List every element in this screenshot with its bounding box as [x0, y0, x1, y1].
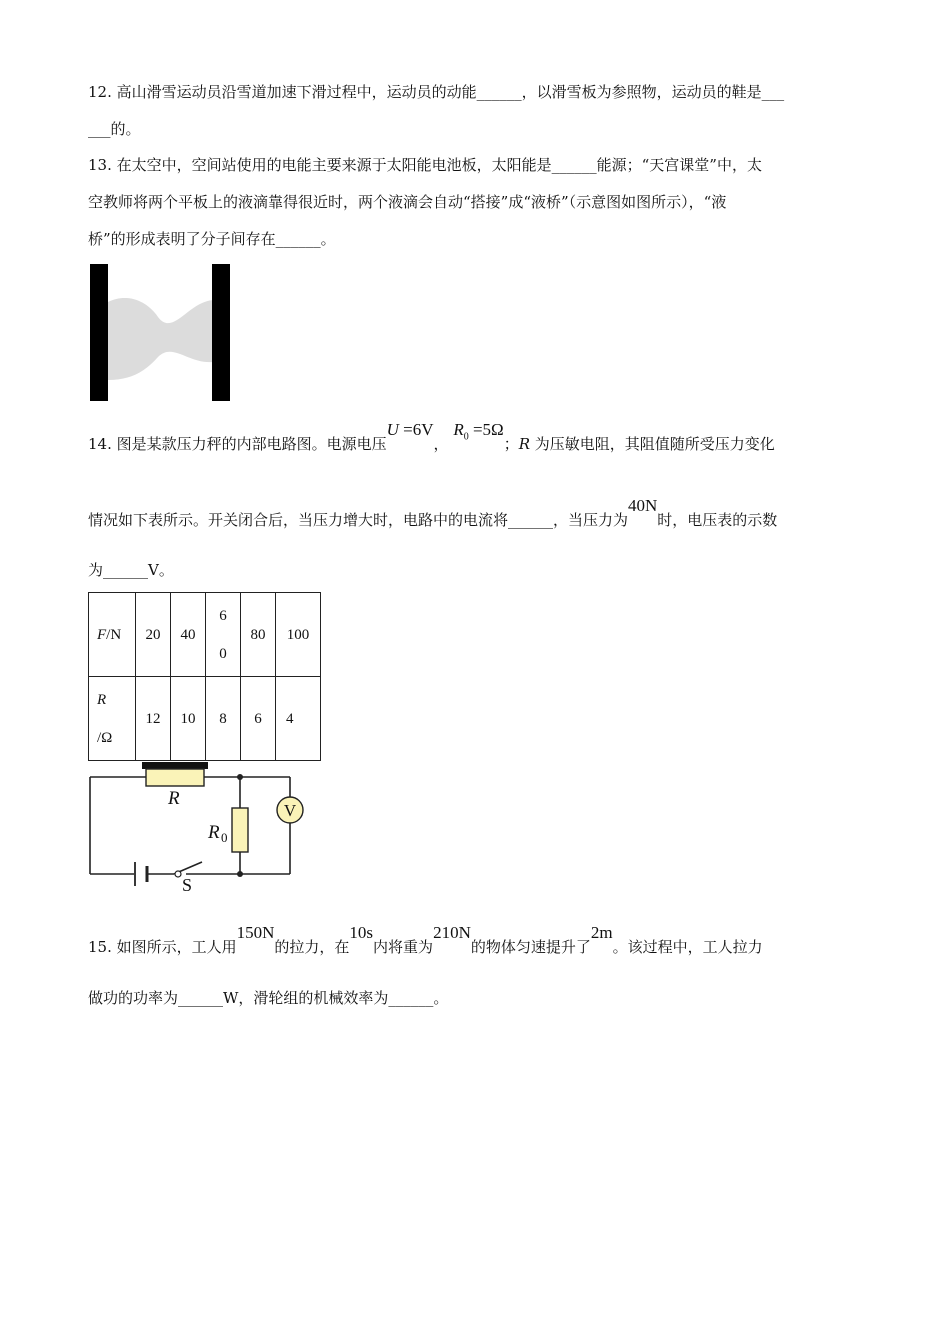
r0-symbol: R: [453, 420, 464, 439]
u-value: =6V: [398, 420, 434, 439]
q14-line2a: 情况如下表所示。开关闭合后，当压力增大时，电路中的电流将______，当压力为: [88, 511, 629, 529]
liquid-bridge-figure: [88, 262, 234, 402]
r0-formula: [453, 420, 504, 443]
q15-part-a: 15. 如图所示，工人用: [88, 938, 237, 956]
q13-line3: 桥”的形成表明了分子间存在______。: [88, 230, 336, 248]
table-row: [89, 593, 321, 677]
r0-label-sub: 0: [221, 830, 228, 845]
q15-part-c: 内将重为: [373, 938, 434, 956]
table-row: [89, 677, 321, 761]
q14-line2: [88, 496, 778, 530]
switch-label: S: [182, 875, 193, 894]
q14-intro: 14. 图是某款压力秤的内部电路图。电源电压: [88, 435, 387, 453]
q15-line1: [88, 923, 763, 957]
q15-part-d: 的物体匀速提升了: [470, 938, 591, 956]
comma: ，: [433, 435, 449, 453]
table-cell: 20: [136, 593, 171, 677]
q15-line2: 做功的功率为______W，滑轮组的机械效率为______。: [88, 989, 449, 1007]
q14-tail1: 为压敏电阻，其阻值随所受压力变化: [530, 435, 775, 453]
cell-part: 0: [219, 645, 227, 662]
r0-value: =5Ω: [468, 420, 504, 439]
table-cell: 40: [171, 593, 206, 677]
r0-subscript: 0: [463, 431, 469, 443]
table-cell: 12: [136, 677, 171, 761]
f-unit: /N: [106, 626, 122, 643]
table-cell: 80: [241, 593, 276, 677]
voltage-formula: [387, 420, 434, 439]
voltmeter-label: V: [283, 801, 297, 820]
q15-part-e: 。该过程中，工人拉力: [612, 938, 763, 956]
q12-line2: ___的。: [88, 120, 141, 138]
r0-label: R: [208, 822, 220, 843]
left-plate: [90, 264, 108, 401]
pull-force: 150N: [236, 923, 275, 942]
q14-line2b: 时，电压表的示数: [657, 511, 778, 529]
table-cell: 10: [171, 677, 206, 761]
f-symbol: F: [97, 626, 107, 643]
q15-part-b: 的拉力，在: [274, 938, 350, 956]
junction-dot: [237, 871, 243, 877]
resistor-r: [146, 769, 204, 786]
junction-dot: [237, 774, 243, 780]
table-cell: [206, 593, 241, 677]
resistor-r0: [232, 808, 248, 852]
time-value: 10s: [349, 923, 374, 942]
liquid-bridge-shape: [108, 298, 213, 380]
cell-part: 6: [219, 607, 227, 624]
q14-line3: 为______V。: [88, 561, 174, 579]
q12-line1: 12. 高山滑雪运动员沿雪道加速下滑过程中，运动员的动能______，以滑雪板为参照物，运动员的鞋是___: [88, 83, 785, 101]
r-symbol: R: [518, 435, 531, 453]
weight-value: 210N: [433, 923, 471, 942]
q13-line2: 空教师将两个平板上的液滴靠得很近时，两个液滴会自动“搭接”成“液桥”（示意图如图所示），“液: [88, 193, 727, 211]
height-value: 2m: [590, 923, 613, 942]
u-symbol: U: [386, 420, 399, 439]
r-label: R: [168, 788, 180, 809]
right-plate: [212, 264, 230, 401]
table-header-f: [89, 593, 136, 677]
circuit-diagram: [86, 762, 306, 894]
table-cell: 4: [276, 677, 321, 761]
table-cell: 100: [276, 593, 321, 677]
table-cell: 8: [206, 677, 241, 761]
r-unit: /Ω: [97, 729, 113, 746]
table-header-r: [89, 677, 136, 761]
force-resistance-table: [88, 592, 321, 761]
pressure-plate: [142, 762, 208, 769]
switch-pivot: [175, 871, 181, 877]
semicolon: ；: [503, 435, 519, 453]
q13-line1: 13. 在太空中，空间站使用的电能主要来源于太阳能电池板，太阳能是______能源；“天宫课堂”中，太: [88, 156, 762, 174]
force-value: 40N: [628, 496, 658, 515]
table-cell: 6: [241, 677, 276, 761]
r-symbol: R: [97, 691, 107, 708]
circuit-wires: [90, 777, 290, 874]
